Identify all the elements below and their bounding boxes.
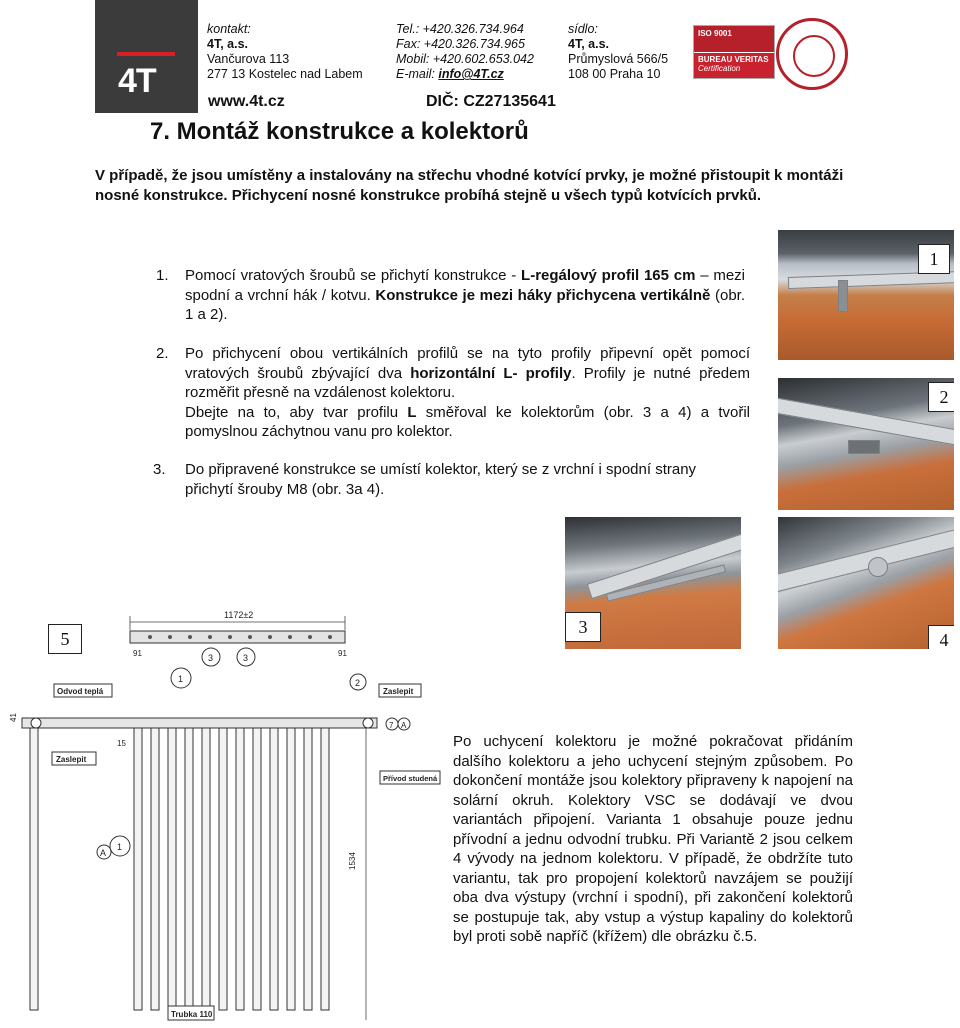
- contact-company: 4T, a.s.: [207, 37, 248, 51]
- logo-text: 4T: [118, 62, 156, 100]
- figure-5-label: 5: [48, 624, 82, 654]
- step-2-text-d3: směřoval ke kolektorům (obr. 3 a 4) a tvořil pomyslnou záchytnou vanu pro kolektor.: [185, 403, 751, 440]
- step-2-text-d2: L: [407, 403, 417, 421]
- figure-2-label: 2: [928, 382, 954, 412]
- label-odvod-tepla: Odvod teplá: [57, 687, 104, 696]
- closing-paragraph: Po uchycení kolektoru je možné pokračovat přidáním dalšího kolektoru a jeho uchycení stejným způsobem. Po dokončení montáže jsou kolektory připraveny k napojení na solární okruh. Kolektory VSC se dodávají ve dvou variantách připojení. Varianta 1 obsahuje pouze jednu přívodní a jednu odvodní trubku. Při Variantě 2 jsou celkem 4 vývody na jednom kolektoru. V případě, že obdržíte tuto variantu, tak pro propojení kolektorů navzájem se použijí oba dva výstupy (vrchní i spodní), při zakončení kolektorů se postupuje tak, aby vstup a výstup kapaliny do kolektorů byl proti sobě napříč (křížem) dle obrázku č.5.: [453, 733, 853, 945]
- section-title: 7. Montáž konstrukce a kolektorů: [150, 118, 529, 145]
- step-1-text-e: (obr. 1 a 2).: [185, 286, 746, 323]
- contact-city: 277 13 Kostelec nad Labem: [207, 67, 363, 81]
- label-trubka: Trubka 110: [171, 1010, 213, 1019]
- label-privod-studena: Přívod studená: [383, 774, 438, 783]
- seat-company: 4T, a.s.: [568, 37, 609, 51]
- step-2-text: [185, 344, 750, 442]
- step-3-text: Do připravené konstrukce se umístí kolektor, který se z vrchní i spodní strany přichytí šrouby M8 (obr. 3a 4).: [185, 461, 697, 498]
- phone-fax: Fax: +420.326.734.965: [396, 37, 525, 51]
- iso-certificate-badge: [693, 25, 775, 79]
- figure-3-label: 3: [565, 612, 601, 642]
- photo-2-vertical-profile: [778, 378, 954, 510]
- label-zaslepit-left: Zaslepit: [56, 755, 87, 764]
- bv-label: BUREAU VERITAS: [698, 55, 769, 64]
- website[interactable]: www.4t.cz: [208, 93, 285, 110]
- callout-2: 2: [355, 678, 361, 688]
- bureau-veritas-seal-icon: [776, 18, 848, 90]
- callout-a-right: A: [401, 721, 407, 730]
- step-2-number: 2.: [156, 345, 169, 362]
- dim-41: 41: [9, 713, 18, 722]
- tax-id: DIČ: CZ27135641: [426, 93, 556, 110]
- bv-block: [694, 53, 774, 78]
- phone-tel: Tel.: +420.326.734.964: [396, 22, 524, 36]
- dim-top: 1172±2: [224, 610, 254, 620]
- contact-street: Vančurova 113: [207, 52, 290, 66]
- step-2-text-d1: Dbejte na to, aby tvar profilu: [185, 403, 408, 421]
- seat-street: Průmyslová 566/5: [568, 52, 669, 66]
- step-1-text-b: L-regálový profil 165 cm: [521, 267, 696, 284]
- callout-3-a: 3: [208, 653, 214, 663]
- callout-a-left: A: [100, 848, 107, 858]
- step-1-text-d: Konstrukce je mezi háky přichycena vertikálně: [375, 286, 711, 304]
- step-1-text: [185, 266, 745, 325]
- callout-3-b: 3: [243, 653, 249, 663]
- email-line: [396, 67, 504, 82]
- step-1-text-c: – mezi spodní a vrchní hák / kotvu.: [185, 267, 745, 304]
- photo-1-vertical-profile: [778, 230, 954, 360]
- label-zaslepit-top: Zaslepit: [383, 687, 414, 696]
- collector-technical-drawing: [0, 600, 450, 1028]
- step-3-number: 3.: [153, 461, 166, 478]
- step-1-number: 1.: [156, 267, 169, 284]
- intro-paragraph: V případě, že jsou umístěny a instalovány na střechu vhodné kotvící prvky, je možné přistoupit k montáži nosné konstrukce. Přichycení nosné konstrukce probíhá stejně u všech typů kotvících prvků.: [95, 167, 844, 204]
- step-2-text-c: . Profily je nutné předem rozměřit přesně na vzdálenost kolektoru.: [185, 364, 750, 401]
- dim-91-right: 91: [338, 649, 347, 658]
- contact-heading: kontakt:: [207, 22, 251, 36]
- step-1-text-a: Pomocí vratových šroubů se přichytí konstrukce -: [185, 267, 522, 284]
- phone-mobil: Mobil: +420.602.653.042: [396, 52, 534, 66]
- dim-1534: 1534: [348, 852, 357, 870]
- step-2-text-a: Po přichycení obou vertikálních profilů se na tyto profily připevní opět pomocí vratových šroubů zbývající dva: [185, 345, 750, 382]
- cert-label: Certification: [698, 64, 741, 73]
- photo-3-collector-mount: [565, 517, 741, 649]
- figure-4-label: 4: [928, 625, 954, 649]
- callout-1-top: 1: [178, 674, 184, 684]
- photo-4-collector-mount: [778, 517, 954, 649]
- email-link[interactable]: info@4T.cz: [438, 67, 504, 81]
- iso-label: ISO 9001: [694, 26, 774, 52]
- figure-1-label: 1: [918, 244, 950, 274]
- step-2-text-b: horizontální L- profily: [410, 364, 572, 382]
- dim-91-left: 91: [133, 649, 142, 658]
- seat-heading: sídlo:: [568, 22, 598, 36]
- seat-city: 108 00 Praha 10: [568, 67, 661, 81]
- callout-1-mid: 1: [117, 842, 123, 852]
- dim-15: 15: [117, 739, 126, 748]
- callout-7: 7: [389, 721, 394, 730]
- email-label: E-mail:: [396, 67, 439, 81]
